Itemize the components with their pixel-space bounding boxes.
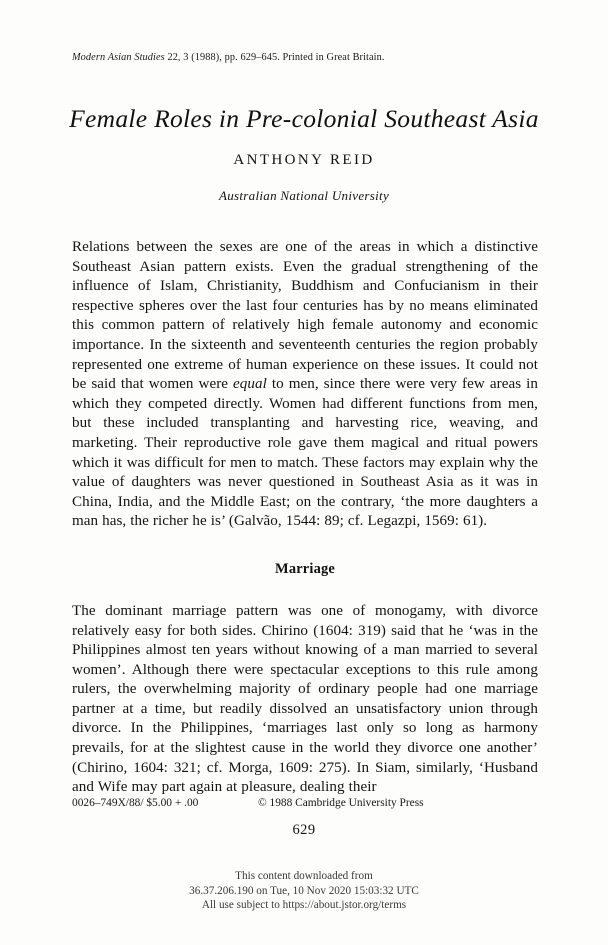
- journal-name: Modern Asian Studies: [72, 52, 165, 63]
- journal-issue-info: 22, 3 (1988), pp. 629–645. Printed in Great Britain.: [164, 52, 385, 63]
- jstor-stamp-line-2: 36.37.206.190 on Tue, 10 Nov 2020 15:03:32 UTC: [189, 884, 419, 897]
- paragraph-intro-text-a: Relations between the sexes are one of the areas in which a distinctive Southeast Asian pattern exists. Even the gradual strengthening of the influence of Islam, Christianity, Buddhism and Confucianism in their respective spheres over the last four centuries has by no means eliminated this common pattern of relatively high female autonomy and economic importance. In the sixteenth and seventeenth centuries the region probably represented one extreme of human experience on these issues. It could not be said that women were: [72, 239, 538, 393]
- paragraph-intro-text-b: to men, since there were very few areas in which they competed directly. Women had different functions from men, but these included transplanting and harvesting rice, weaving, and marketing. Their reproductive role gave them magical and ritual powers which it was difficult for men to match. These factors may explain why the value of daughters was never questioned in Southeast Asia as it was in China, India, and the Middle East; on the contrary, ‘the more daughters a man has, the richer he is’ (Galvão, 1544: 89; cf. Legazpi, 1569: 61).: [72, 376, 538, 530]
- emphasis-equal: equal: [233, 376, 267, 393]
- body-column: [72, 238, 538, 798]
- author-name: ANTHONY REID: [233, 152, 375, 168]
- spacer-below-heading: [72, 578, 538, 602]
- page-number: 629: [292, 822, 316, 838]
- spacer-above-heading: [72, 532, 538, 561]
- issn-code: 0026–749X/88/ $5.00 + .00: [72, 797, 199, 809]
- copyright-notice: © 1988 Cambridge University Press: [258, 797, 424, 809]
- paragraph-marriage: The dominant marriage pattern was one of monogamy, with divorce relatively easy for both sides. Chirino (1604: 319) said that he ‘was in the Philippines almost ten years without knowing of a man married to several women’. Although there were spectacular exceptions to this rule among rulers, the overwhelming majority of ordinary people had one marriage partner at a time, but readily dissolved an unsatisfactory union through divorce. In the Philippines, ‘marriages last only so long as harmony prevails, for at the slightest cause in the world they divorce one another’ (Chirino, 1604: 321; cf. Morga, 1609: 275). In Siam, similarly, ‘Husband and Wife may part again at pleasure, dealing their: [72, 602, 538, 796]
- journal-running-head: [72, 52, 538, 63]
- page-title: Female Roles in Pre-colonial Southeast Asia: [69, 104, 539, 133]
- paragraph-intro: [72, 238, 538, 532]
- jstor-stamp-line-3: All use subject to https://about.jstor.org/terms: [201, 899, 407, 912]
- jstor-download-stamp: [0, 869, 608, 913]
- section-heading-marriage: Marriage: [275, 560, 335, 577]
- jstor-stamp-line-1: This content downloaded from: [235, 870, 373, 882]
- imprint-line: [72, 797, 538, 813]
- author-affiliation: Australian National University: [218, 188, 390, 203]
